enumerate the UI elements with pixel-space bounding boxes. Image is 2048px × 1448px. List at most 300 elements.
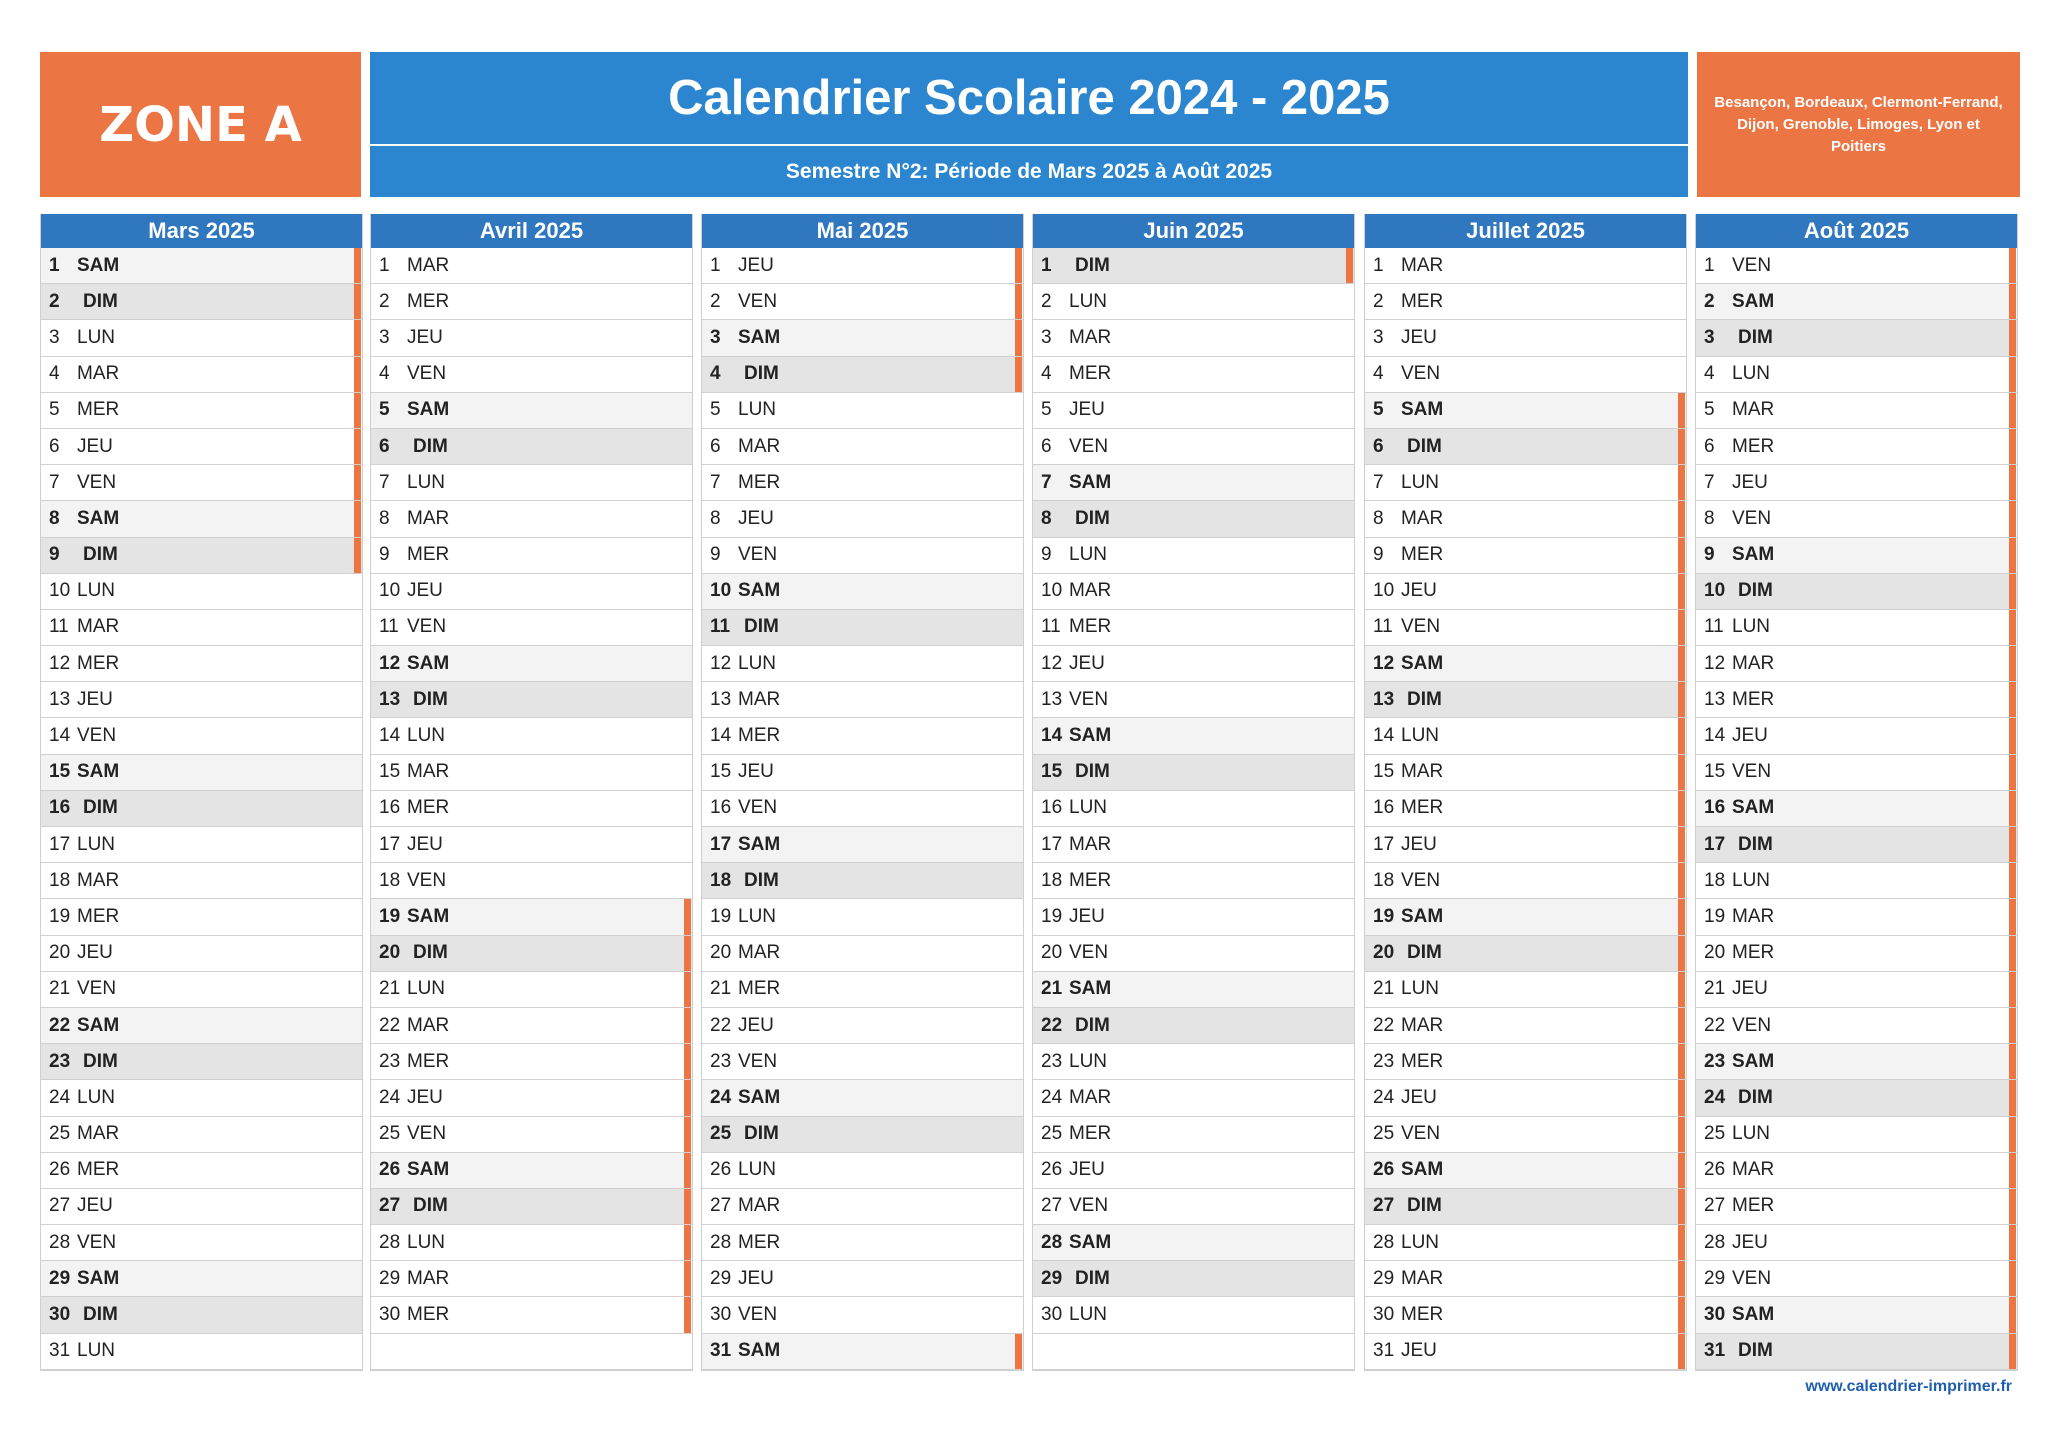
day-number: 23 — [379, 1050, 401, 1072]
website-link[interactable]: www.calendrier-imprimer.fr — [1805, 1378, 2012, 1395]
day-row — [1365, 972, 1686, 1008]
weekday-label: LUN — [1069, 290, 1108, 312]
weekday-label: MER — [1732, 435, 1775, 457]
weekday-label: LUN — [1401, 471, 1440, 493]
day-number: 26 — [49, 1159, 71, 1181]
day-number: 13 — [1373, 688, 1395, 710]
day-row — [371, 393, 692, 429]
day-number: 19 — [710, 905, 732, 927]
weekday-label: VEN — [407, 869, 447, 891]
day-number: 14 — [49, 725, 71, 747]
day-row — [1365, 863, 1686, 899]
day-number: 9 — [1373, 544, 1384, 566]
weekday-label: JEU — [1732, 725, 1768, 747]
weekday-label: SAM — [1732, 290, 1775, 312]
day-number: 19 — [1373, 905, 1395, 927]
day-number: 3 — [49, 326, 60, 348]
day-number: 14 — [1041, 725, 1063, 747]
page-title: Calendrier Scolaire 2024 - 2025 — [668, 71, 1390, 125]
weekday-label: MER — [407, 1304, 450, 1326]
day-row — [1365, 791, 1686, 827]
weekday-label: DIM — [1738, 326, 1773, 348]
weekday-label: JEU — [1732, 978, 1768, 1000]
day-number: 10 — [1704, 580, 1726, 602]
day-row — [371, 1080, 692, 1116]
day-row — [1365, 1297, 1686, 1333]
day-row — [1365, 1189, 1686, 1225]
day-row — [702, 465, 1023, 501]
weekday-label: MER — [77, 1159, 120, 1181]
day-number: 14 — [379, 725, 401, 747]
weekday-label: SAM — [1732, 1050, 1775, 1072]
day-number: 24 — [1373, 1086, 1395, 1108]
day-number: 29 — [49, 1267, 71, 1289]
day-number: 15 — [710, 761, 732, 783]
day-number: 2 — [1373, 290, 1384, 312]
day-row — [41, 1008, 362, 1044]
day-row — [1033, 429, 1354, 465]
day-number: 4 — [710, 363, 721, 385]
day-row — [1033, 610, 1354, 646]
day-number: 3 — [379, 326, 390, 348]
weekday-label: DIM — [413, 1195, 448, 1217]
day-number: 9 — [379, 544, 390, 566]
day-row — [1033, 899, 1354, 935]
day-number: 10 — [1373, 580, 1395, 602]
weekday-label: VEN — [1069, 688, 1109, 710]
weekday-label: LUN — [1732, 363, 1771, 385]
day-number: 18 — [710, 869, 732, 891]
weekday-label: MER — [77, 399, 120, 421]
day-row — [1696, 610, 2017, 646]
weekday-label: SAM — [738, 833, 781, 855]
weekday-label: JEU — [1069, 399, 1105, 421]
day-row — [1033, 501, 1354, 537]
weekday-label: DIM — [1738, 1340, 1773, 1362]
weekday-label: MAR — [1069, 1086, 1112, 1108]
day-row — [41, 1297, 362, 1333]
day-row — [702, 863, 1023, 899]
month-column — [1364, 214, 1687, 1371]
weekday-label: LUN — [77, 1340, 116, 1362]
day-row — [1696, 827, 2017, 863]
weekday-label: MER — [1069, 1123, 1112, 1145]
day-row — [1365, 538, 1686, 574]
day-number: 9 — [49, 544, 60, 566]
day-number: 27 — [1041, 1195, 1063, 1217]
day-row — [702, 357, 1023, 393]
day-row — [1365, 936, 1686, 972]
weekday-label: LUN — [407, 1231, 446, 1253]
day-row — [1033, 1153, 1354, 1189]
weekday-label: VEN — [1732, 507, 1772, 529]
day-number: 22 — [49, 1014, 71, 1036]
day-number: 21 — [710, 978, 732, 1000]
day-number: 24 — [1041, 1086, 1063, 1108]
month-column — [370, 214, 693, 1371]
day-row — [702, 755, 1023, 791]
month-column — [1695, 214, 2018, 1371]
weekday-label: JEU — [738, 1267, 774, 1289]
month-column — [1032, 214, 1355, 1371]
day-row — [1033, 248, 1354, 284]
day-row — [41, 863, 362, 899]
weekday-label: MER — [738, 725, 781, 747]
day-number: 10 — [49, 580, 71, 602]
day-number: 30 — [379, 1304, 401, 1326]
day-number: 21 — [1041, 978, 1063, 1000]
weekday-label: MAR — [407, 761, 450, 783]
day-row — [702, 899, 1023, 935]
weekday-label: VEN — [738, 1304, 778, 1326]
day-number: 24 — [49, 1086, 71, 1108]
day-number: 18 — [49, 869, 71, 891]
weekday-label: MER — [407, 290, 450, 312]
weekday-label: MER — [1401, 290, 1444, 312]
day-number: 4 — [1704, 363, 1715, 385]
weekday-label: SAM — [1732, 797, 1775, 819]
weekday-label: SAM — [738, 1340, 781, 1362]
day-row — [371, 610, 692, 646]
weekday-label: LUN — [77, 326, 116, 348]
weekday-label: VEN — [738, 1050, 778, 1072]
weekday-label: JEU — [1401, 580, 1437, 602]
day-row — [371, 320, 692, 356]
weekday-label: JEU — [1732, 471, 1768, 493]
zone-label: ZONE A — [40, 52, 361, 197]
empty-day-row — [371, 1334, 692, 1370]
day-row — [1365, 1153, 1686, 1189]
day-row — [1033, 791, 1354, 827]
day-row — [1696, 646, 2017, 682]
day-number: 16 — [1041, 797, 1063, 819]
day-number: 2 — [1704, 290, 1715, 312]
day-number: 27 — [1373, 1195, 1395, 1217]
day-number: 14 — [1373, 725, 1395, 747]
day-number: 12 — [49, 652, 71, 674]
day-number: 8 — [1704, 507, 1715, 529]
weekday-label: MAR — [77, 1123, 120, 1145]
day-row — [1365, 501, 1686, 537]
weekday-label: LUN — [1069, 1304, 1108, 1326]
day-row — [702, 320, 1023, 356]
day-number: 3 — [1373, 326, 1384, 348]
day-number: 29 — [379, 1267, 401, 1289]
day-number: 26 — [1373, 1159, 1395, 1181]
day-number: 17 — [1373, 833, 1395, 855]
weekday-label: SAM — [1401, 1159, 1444, 1181]
weekday-label: MAR — [1069, 833, 1112, 855]
day-number: 25 — [49, 1123, 71, 1145]
day-number: 11 — [1373, 616, 1393, 638]
weekday-label: JEU — [77, 688, 113, 710]
day-number: 31 — [710, 1340, 732, 1362]
day-row — [1033, 465, 1354, 501]
weekday-label: VEN — [738, 544, 778, 566]
weekday-label: DIM — [744, 363, 779, 385]
weekday-label: SAM — [407, 905, 450, 927]
day-row — [41, 1117, 362, 1153]
day-row — [1365, 610, 1686, 646]
day-row — [371, 718, 692, 754]
weekday-label: DIM — [1075, 761, 1110, 783]
day-row — [41, 827, 362, 863]
weekday-label: MAR — [77, 869, 120, 891]
day-number: 18 — [379, 869, 401, 891]
weekday-label: DIM — [744, 869, 779, 891]
day-number: 7 — [1704, 471, 1715, 493]
weekday-label: LUN — [738, 652, 777, 674]
day-row — [371, 429, 692, 465]
day-number: 31 — [1373, 1340, 1395, 1362]
day-row — [1033, 284, 1354, 320]
day-number: 8 — [379, 507, 390, 529]
weekday-label: MER — [738, 978, 781, 1000]
day-number: 18 — [1373, 869, 1395, 891]
weekday-label: MER — [1732, 1195, 1775, 1217]
weekday-label: SAM — [77, 1267, 120, 1289]
day-row — [702, 248, 1023, 284]
day-number: 1 — [1373, 254, 1384, 276]
day-number: 3 — [1041, 326, 1052, 348]
day-number: 19 — [49, 905, 71, 927]
weekday-label: MAR — [407, 507, 450, 529]
weekday-label: MER — [77, 905, 120, 927]
weekday-label: VEN — [77, 978, 117, 1000]
weekday-label: VEN — [1069, 435, 1109, 457]
day-row — [41, 465, 362, 501]
weekday-label: SAM — [77, 1014, 120, 1036]
day-row — [702, 1334, 1023, 1370]
weekday-label: DIM — [83, 1304, 118, 1326]
day-number: 29 — [710, 1267, 732, 1289]
day-number: 25 — [1041, 1123, 1063, 1145]
month-header: Juin 2025 — [1033, 214, 1354, 248]
day-row — [1365, 1044, 1686, 1080]
day-number: 15 — [1704, 761, 1726, 783]
weekday-label: MAR — [1732, 1159, 1775, 1181]
day-row — [1696, 429, 2017, 465]
day-row — [702, 1297, 1023, 1333]
day-row — [1696, 1334, 2017, 1370]
weekday-label: MAR — [1401, 1267, 1444, 1289]
day-row — [1033, 1297, 1354, 1333]
day-row — [1365, 1008, 1686, 1044]
weekday-label: MER — [738, 1231, 781, 1253]
page-subtitle: Semestre N°2: Période de Mars 2025 à Août 2025 — [785, 159, 1273, 183]
weekday-label: LUN — [1401, 725, 1440, 747]
weekday-label: VEN — [77, 471, 117, 493]
day-number: 13 — [379, 688, 401, 710]
day-row — [702, 972, 1023, 1008]
day-number: 8 — [1041, 507, 1052, 529]
weekday-label: VEN — [1401, 616, 1441, 638]
day-row — [1365, 1080, 1686, 1116]
day-row — [1696, 1008, 2017, 1044]
day-number: 20 — [1041, 942, 1063, 964]
day-number: 11 — [1041, 616, 1061, 638]
day-number: 20 — [49, 942, 71, 964]
day-row — [41, 248, 362, 284]
day-row — [41, 972, 362, 1008]
weekday-label: JEU — [1401, 326, 1437, 348]
weekday-label: LUN — [738, 399, 777, 421]
day-number: 21 — [1373, 978, 1395, 1000]
weekday-label: SAM — [738, 1086, 781, 1108]
weekday-label: LUN — [77, 580, 116, 602]
day-number: 7 — [49, 471, 60, 493]
day-row — [1365, 682, 1686, 718]
day-row — [1365, 320, 1686, 356]
day-row — [702, 501, 1023, 537]
day-row — [371, 827, 692, 863]
day-number: 19 — [379, 905, 401, 927]
day-number: 25 — [1373, 1123, 1395, 1145]
day-row — [371, 1044, 692, 1080]
day-number: 15 — [379, 761, 401, 783]
day-number: 13 — [710, 688, 732, 710]
day-number: 3 — [1704, 326, 1715, 348]
day-row — [371, 1008, 692, 1044]
day-number: 4 — [379, 363, 390, 385]
day-number: 6 — [710, 435, 721, 457]
day-row — [1033, 682, 1354, 718]
day-number: 16 — [1373, 797, 1395, 819]
weekday-label: VEN — [738, 290, 778, 312]
day-number: 9 — [1704, 544, 1715, 566]
weekday-label: SAM — [1069, 725, 1112, 747]
day-number: 24 — [379, 1086, 401, 1108]
day-number: 1 — [1704, 254, 1715, 276]
day-number: 11 — [379, 616, 399, 638]
day-number: 9 — [710, 544, 721, 566]
day-number: 12 — [1373, 652, 1395, 674]
weekday-label: DIM — [744, 616, 779, 638]
day-number: 13 — [49, 688, 71, 710]
day-row — [1033, 1225, 1354, 1261]
weekday-label: LUN — [77, 1086, 116, 1108]
day-row — [1033, 1261, 1354, 1297]
weekday-label: LUN — [1732, 616, 1771, 638]
day-row — [1033, 357, 1354, 393]
day-number: 7 — [1373, 471, 1384, 493]
weekday-label: SAM — [1401, 399, 1444, 421]
day-number: 29 — [1704, 1267, 1726, 1289]
day-number: 17 — [1704, 833, 1726, 855]
weekday-label: DIM — [1407, 688, 1442, 710]
day-number: 26 — [710, 1159, 732, 1181]
day-number: 21 — [379, 978, 401, 1000]
day-row — [371, 1297, 692, 1333]
weekday-label: MER — [1069, 869, 1112, 891]
weekday-label: MAR — [738, 435, 781, 457]
day-number: 31 — [1704, 1340, 1726, 1362]
weekday-label: JEU — [738, 761, 774, 783]
weekday-label: MAR — [738, 1195, 781, 1217]
day-number: 8 — [49, 507, 60, 529]
weekday-label: JEU — [407, 580, 443, 602]
weekday-label: DIM — [1738, 580, 1773, 602]
day-row — [1365, 1334, 1686, 1370]
day-row — [371, 755, 692, 791]
weekday-label: JEU — [1401, 1086, 1437, 1108]
weekday-label: VEN — [1732, 1014, 1772, 1036]
month-header: Mars 2025 — [41, 214, 362, 248]
day-row — [371, 284, 692, 320]
weekday-label: VEN — [1069, 942, 1109, 964]
day-number: 28 — [1704, 1231, 1726, 1253]
day-number: 11 — [49, 616, 69, 638]
day-number: 7 — [710, 471, 721, 493]
day-row — [371, 538, 692, 574]
day-number: 15 — [49, 761, 71, 783]
day-number: 1 — [710, 254, 721, 276]
weekday-label: MER — [1732, 942, 1775, 964]
day-number: 7 — [379, 471, 390, 493]
day-number: 27 — [379, 1195, 401, 1217]
day-number: 17 — [379, 833, 401, 855]
day-row — [41, 574, 362, 610]
day-row — [371, 357, 692, 393]
day-row — [1365, 357, 1686, 393]
day-number: 4 — [49, 363, 60, 385]
weekday-label: SAM — [1069, 1231, 1112, 1253]
day-number: 30 — [1041, 1304, 1063, 1326]
day-number: 4 — [1041, 363, 1052, 385]
day-number: 1 — [1041, 254, 1052, 276]
day-row — [702, 284, 1023, 320]
day-row — [702, 393, 1023, 429]
day-number: 26 — [379, 1159, 401, 1181]
day-row — [1696, 284, 2017, 320]
day-row — [41, 1044, 362, 1080]
weekday-label: JEU — [1401, 833, 1437, 855]
day-row — [41, 646, 362, 682]
day-number: 15 — [1373, 761, 1395, 783]
day-number: 16 — [379, 797, 401, 819]
day-number: 12 — [1704, 652, 1726, 674]
day-row — [41, 429, 362, 465]
day-row — [1696, 791, 2017, 827]
day-number: 10 — [379, 580, 401, 602]
day-row — [702, 936, 1023, 972]
day-row — [702, 1153, 1023, 1189]
weekday-label: MER — [1069, 363, 1112, 385]
weekday-label: VEN — [1401, 869, 1441, 891]
day-row — [371, 501, 692, 537]
day-number: 11 — [1704, 616, 1724, 638]
weekday-label: MAR — [1401, 761, 1444, 783]
day-number: 6 — [1373, 435, 1384, 457]
weekday-label: JEU — [738, 1014, 774, 1036]
weekday-label: DIM — [744, 1123, 779, 1145]
weekday-label: LUN — [407, 471, 446, 493]
day-row — [1033, 863, 1354, 899]
day-row — [1365, 574, 1686, 610]
day-row — [1365, 429, 1686, 465]
day-row — [371, 863, 692, 899]
day-row — [1696, 1153, 2017, 1189]
day-row — [41, 1225, 362, 1261]
weekday-label: MAR — [1732, 905, 1775, 927]
day-number: 22 — [1041, 1014, 1063, 1036]
cities-list: Besançon, Bordeaux, Clermont-Ferrand, Dijon, Grenoble, Limoges, Lyon et Poitiers — [1697, 52, 2020, 197]
day-row — [41, 501, 362, 537]
weekday-label: JEU — [407, 833, 443, 855]
day-row — [41, 899, 362, 935]
day-number: 23 — [1041, 1050, 1063, 1072]
day-row — [41, 357, 362, 393]
